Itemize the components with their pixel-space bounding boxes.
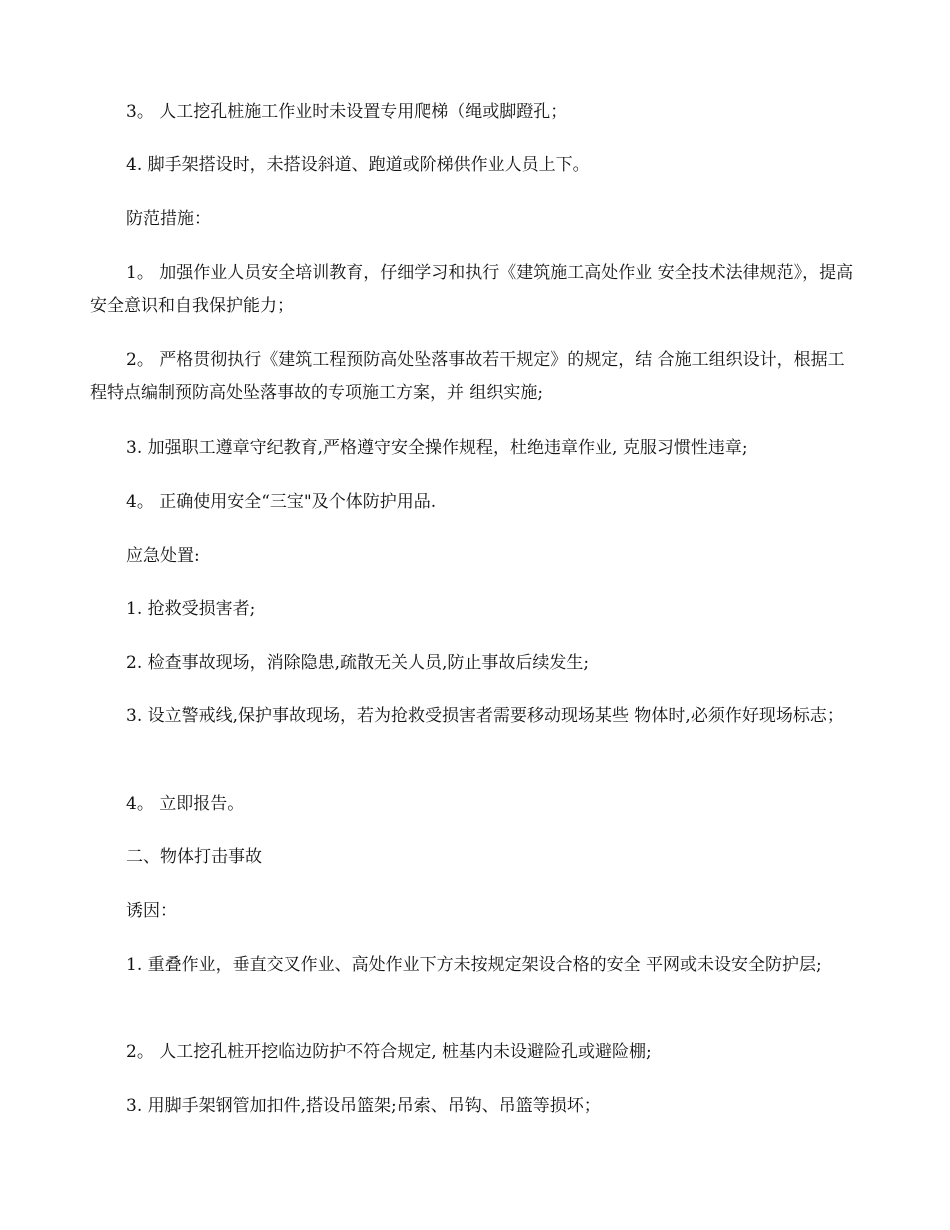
paragraph: 1. 重叠作业，垂直交叉作业、高处作业下方未按规定架设合格的安全 平网或未设安全防护层;: [126, 955, 822, 975]
paragraph: 3. 用脚手架钢管加扣件,搭设吊篮架;吊索、吊钩、吊篮等损坏；: [126, 1096, 601, 1116]
paragraph: 防范措施：: [126, 209, 211, 229]
paragraph: 4。 立即报告。: [126, 794, 245, 814]
section-heading: 二、物体打击事故: [126, 847, 262, 867]
paragraph: 1. 抢救受损害者;: [126, 599, 256, 619]
paragraph: 2。 人工挖孔桩开挖临边防护不符合规定, 桩基内未设避险孔或避险棚;: [126, 1042, 652, 1062]
paragraph: 3. 设立警戒线,保护事故现场，若为抢救受损害者需要移动现场某些 物体时,必须作好现场标志；: [126, 706, 844, 726]
paragraph: 2。 严格贯彻执行《建筑工程预防高处坠落事故若干规定》的规定，结 合施工组织设计，根据工程特点编制预防高处坠落事故的专项施工方案，并 组织实施;: [90, 350, 845, 403]
paragraph: 诱因：: [126, 901, 177, 921]
paragraph: 2. 检查事故现场，消除隐患,疏散无关人员,防止事故后续发生;: [126, 653, 590, 673]
paragraph: 3. 加强职工遵章守纪教育,严格遵守安全操作规程，杜绝违章作业, 克服习惯性违章;: [126, 438, 748, 458]
paragraph: 4。 正确使用安全“三宝"及个体防护用品.: [126, 492, 437, 512]
paragraph: 1。 加强作业人员安全培训教育，仔细学习和执行《建筑施工高处作业 安全技术法律规范》，提高安全意识和自我保护能力；: [90, 263, 854, 316]
paragraph: 3。 人工挖孔桩施工作业时未设置专用爬梯（绳或脚蹬孔；: [126, 102, 568, 122]
paragraph: 4. 脚手架搭设时，未搭设斜道、跑道或阶梯供作业人员上下。: [126, 155, 590, 175]
paragraph: 应急处置:: [126, 546, 200, 566]
